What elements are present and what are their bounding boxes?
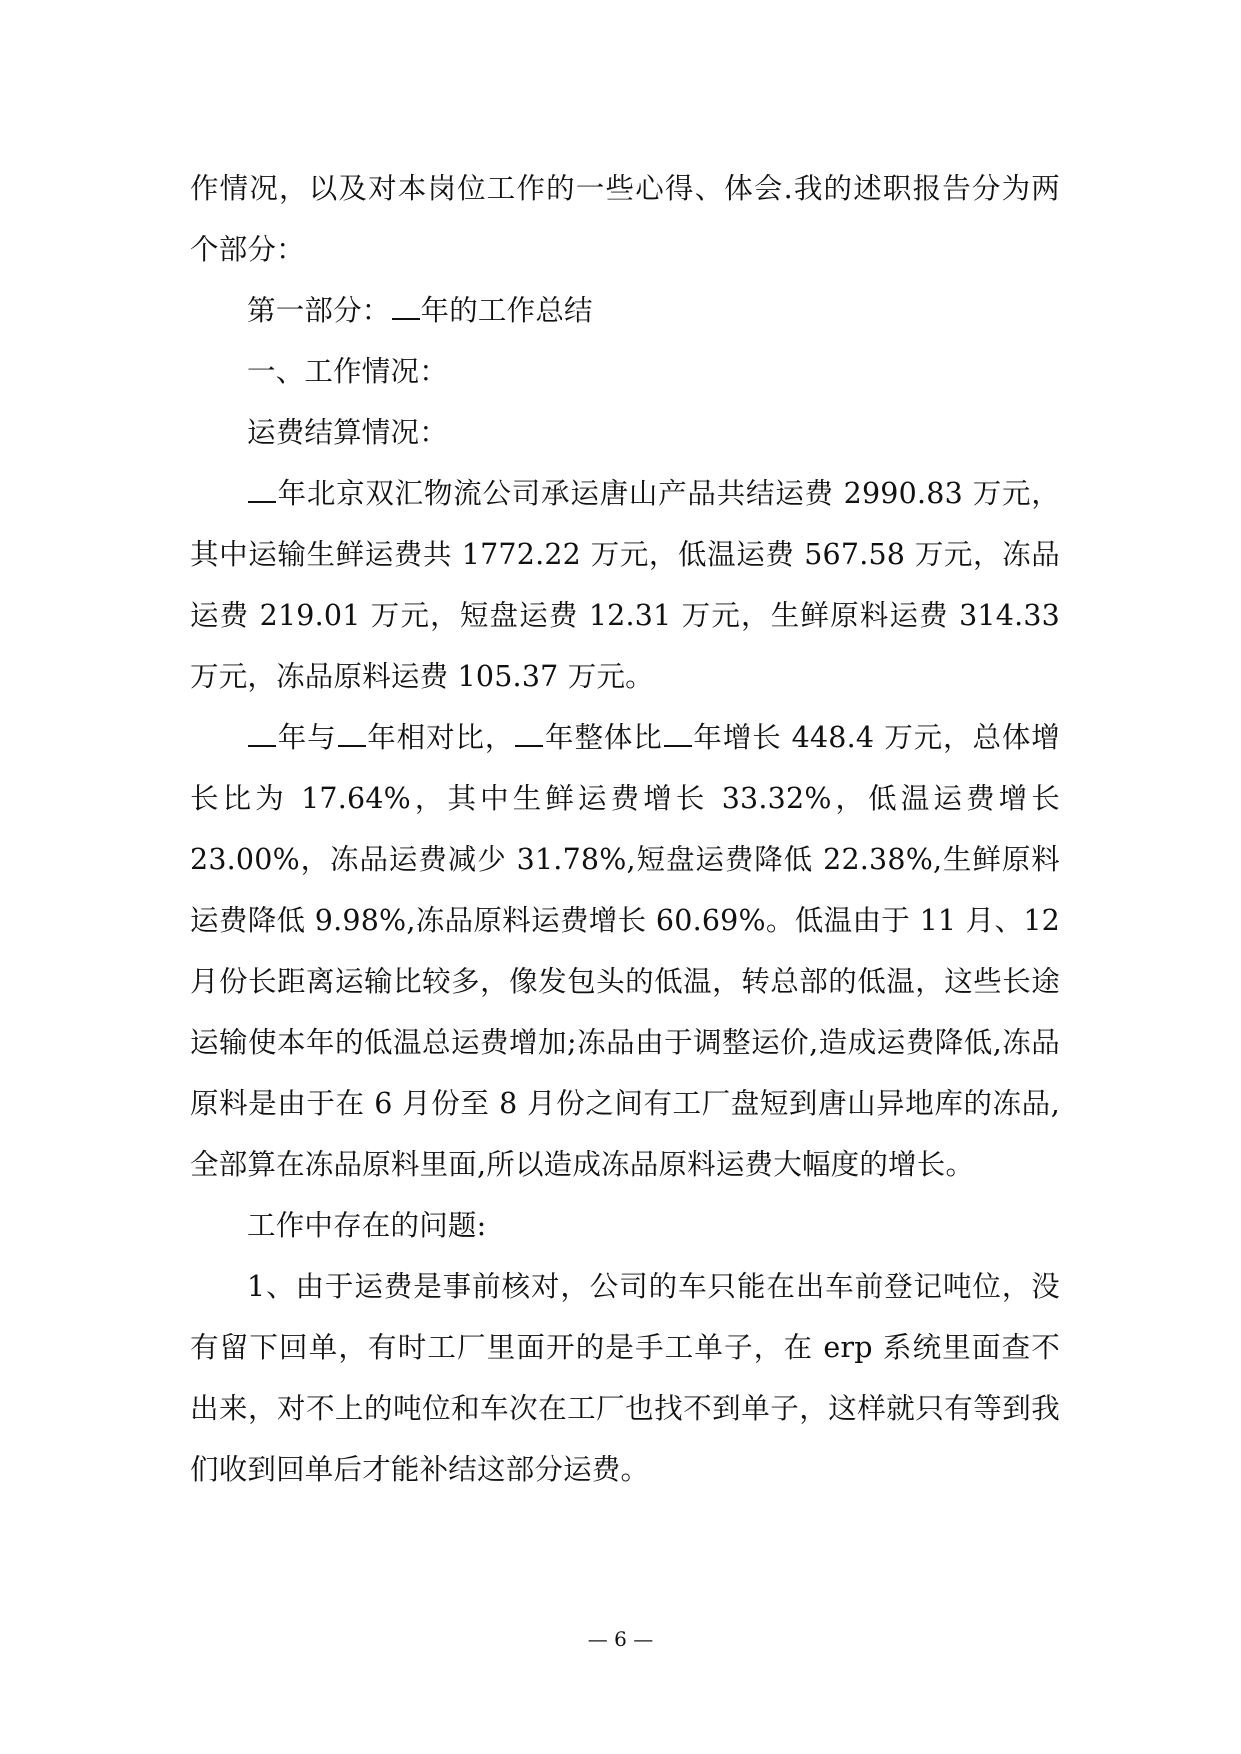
document-body bbox=[190, 158, 1060, 1500]
year-blank bbox=[338, 723, 366, 747]
subheading-freight bbox=[190, 402, 1060, 463]
comparison-seg-1: 年与 bbox=[277, 721, 337, 754]
year-blank bbox=[248, 479, 276, 503]
paragraph-freight-summary-text: 年北京双汇物流公司承运唐山产品共结运费 2990.83 万元，其中运输生鲜运费共 1772.22 万元，低温运费 567.58 万元，冻品运费 219.01 万元，短盘运费 12.31 万元，生鲜原料运费 314.33 万元，冻品原料运费 105.37 万元。 bbox=[190, 477, 1060, 693]
paragraph-freight-summary bbox=[190, 463, 1060, 707]
year-blank bbox=[664, 723, 692, 747]
subheading-freight-text: 运费结算情况： bbox=[247, 416, 448, 449]
paragraph-intro bbox=[190, 158, 1060, 280]
part-one-label: 第一部分： bbox=[247, 294, 391, 327]
paragraph-intro-text: 作情况，以及对本岗位工作的一些心得、体会.我的述职报告分为两个部分： bbox=[190, 172, 1060, 266]
comparison-seg-2: 年相对比， bbox=[366, 721, 515, 754]
comparison-seg-3: 年整体比 bbox=[544, 721, 663, 754]
subheading-problems-text: 工作中存在的问题: bbox=[247, 1209, 487, 1242]
part-one-title: 年的工作总结 bbox=[420, 294, 593, 327]
paragraph-problem-1-text: 1、由于运费是事前核对，公司的车只能在出车前登记吨位，没有留下回单，有时工厂里面开的是手工单子，在 erp 系统里面查不出来，对不上的吨位和车次在工厂也找不到单子，这样就只有等到我们收到回单后才能补结这部分运费。 bbox=[190, 1270, 1060, 1486]
year-blank bbox=[248, 723, 276, 747]
comparison-seg-4: 年增长 448.4 万元，总体增长比为 17.64%，其中生鲜运费增长 33.32%，低温运费增长 23.00%，冻品运费减少 31.78%,短盘运费降低 22.38%,生鲜原料运费降低 9.98%,冻品原料运费增长 60.69%。低温由于 11 月、12 月份长距离运输比较多，像发包头的低温，转总部的低温，这些长途运输使本年的低温总运费增加;冻品由于调整运价,造成运费降低,冻品原料是由于在 6 月份至 8 月份之间有工厂盘短到唐山异地库的冻品,全部算在冻品原料里面,所以造成冻品原料运费大幅度的增长。 bbox=[190, 721, 1060, 1181]
year-blank bbox=[392, 296, 420, 320]
page-number: — 6 — bbox=[587, 1627, 654, 1651]
year-blank bbox=[515, 723, 543, 747]
paragraph-problem-1 bbox=[190, 1256, 1060, 1500]
paragraph-part-one-heading bbox=[190, 280, 1060, 341]
section-heading-work bbox=[190, 341, 1060, 402]
section-heading-work-text: 一、工作情况： bbox=[247, 355, 448, 388]
paragraph-comparison bbox=[190, 707, 1060, 1195]
subheading-problems bbox=[190, 1195, 1060, 1256]
